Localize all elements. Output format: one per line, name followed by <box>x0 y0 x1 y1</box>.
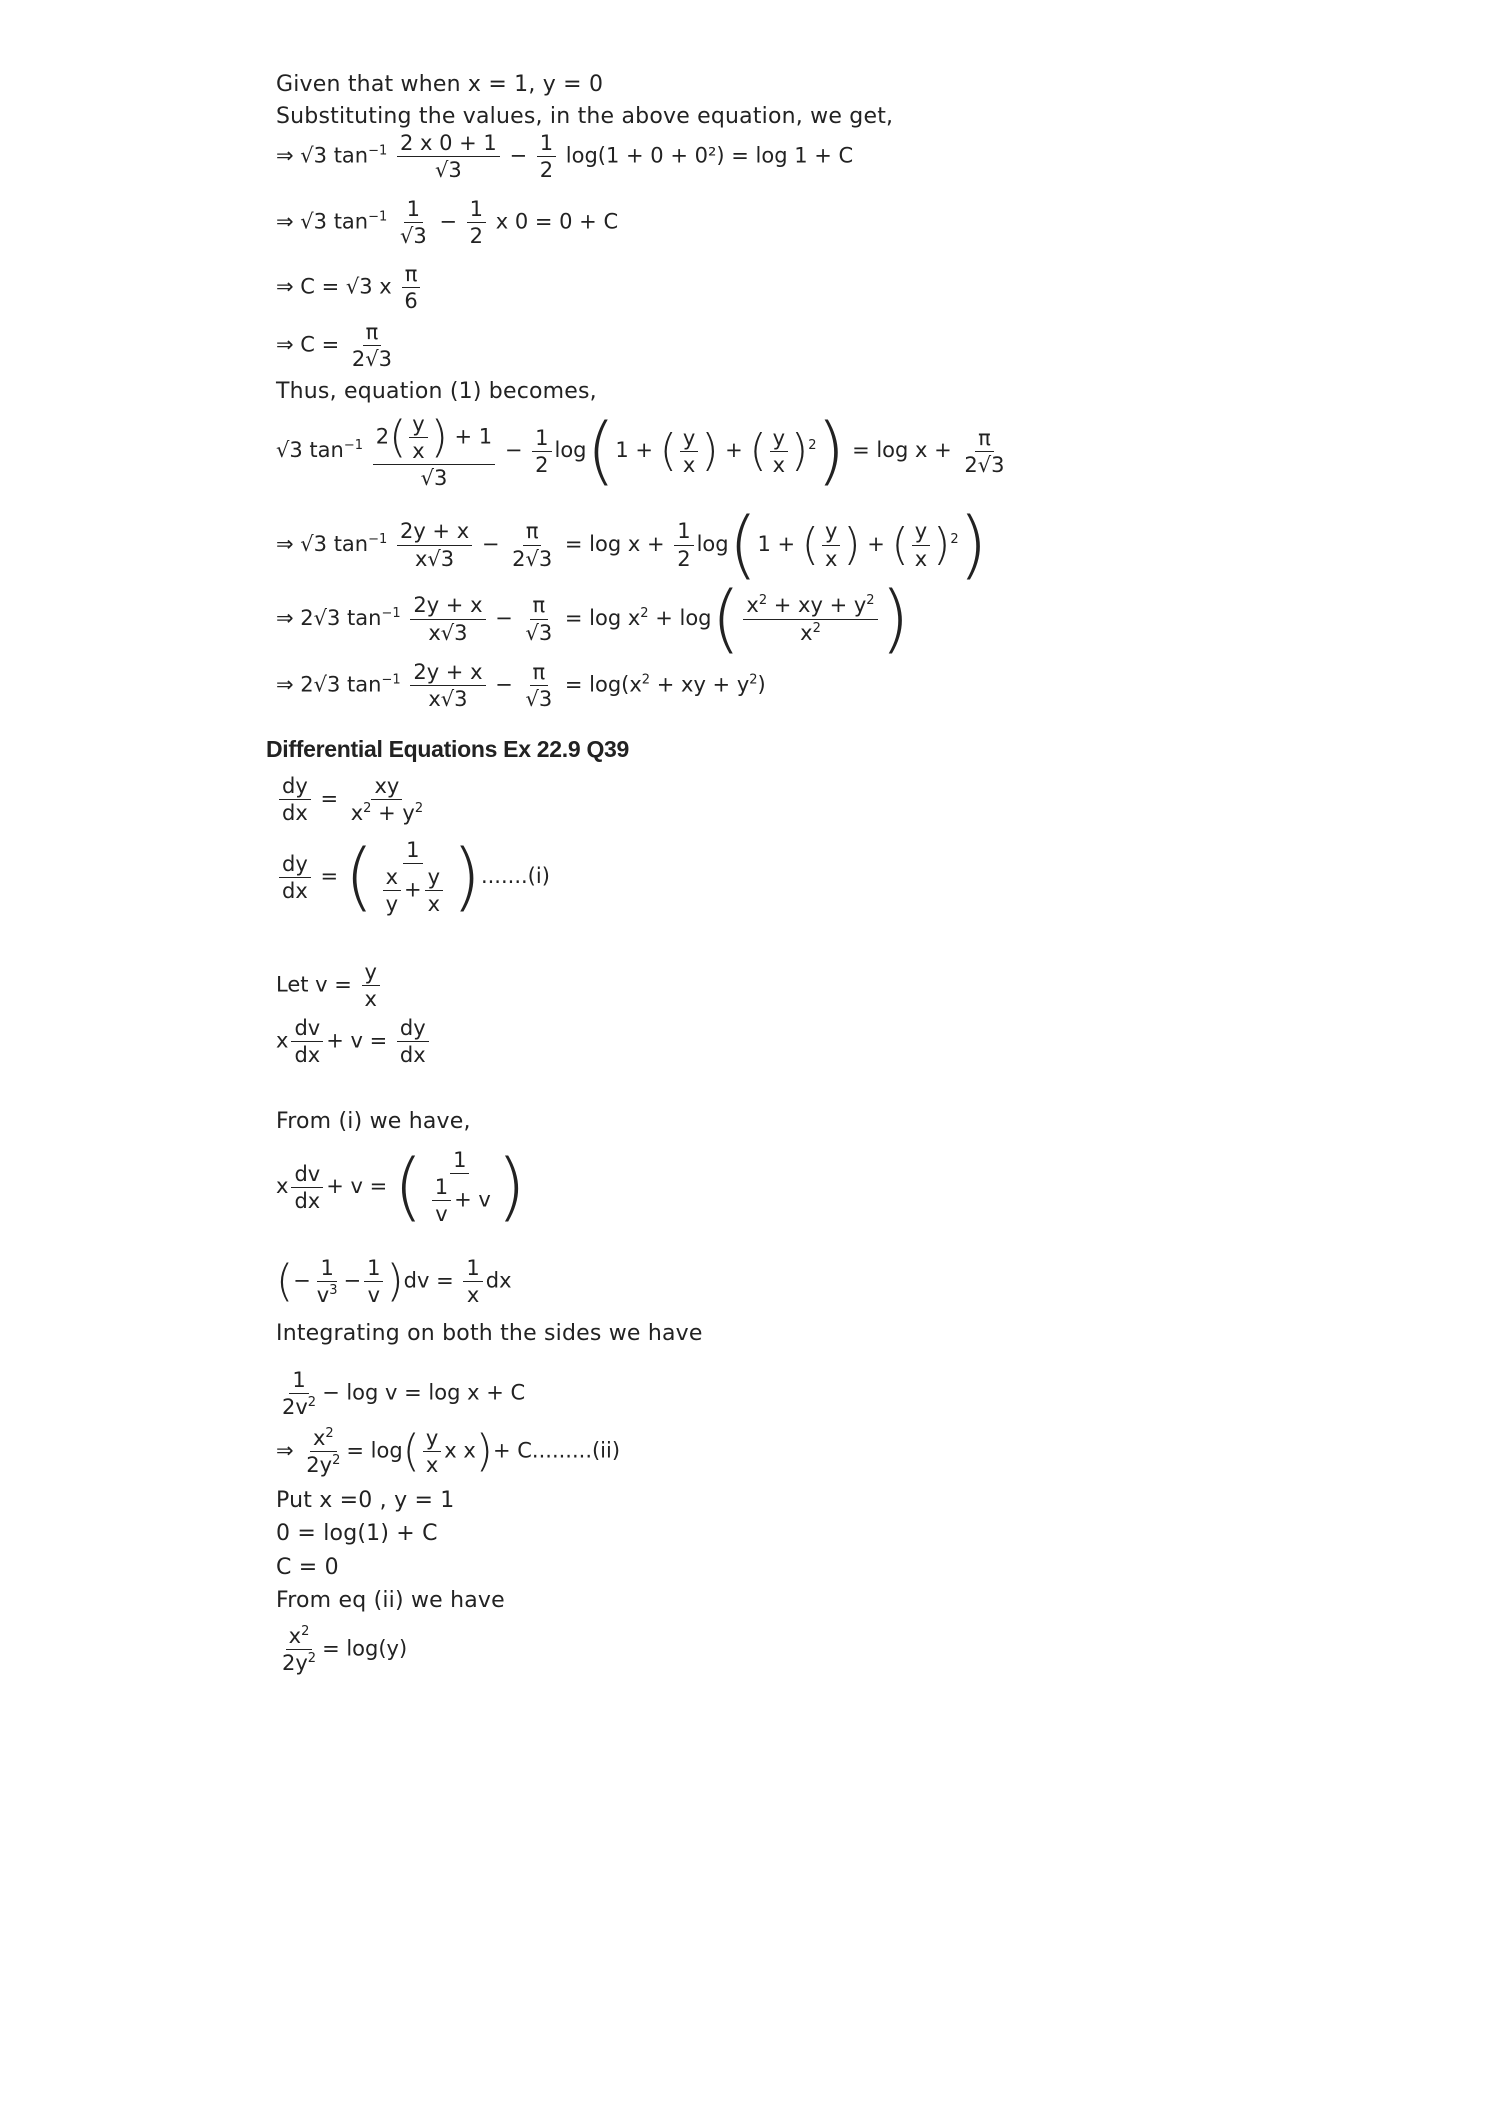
fraction-numerator: 2 x 0 + 1 <box>397 131 500 157</box>
from-ii-line: From eq (ii) we have <box>276 1588 505 1613</box>
given-line: Given that when x = 1, y = 0 <box>276 72 604 97</box>
put-line: Put x =0 , y = 1 <box>276 1488 455 1513</box>
q39-given-de: $\frac{dy}{dx}$ = $\frac{xy}{x^2 + y^2}$ <box>276 774 429 825</box>
equation-ii: ⇒ $\frac{x^2}{2y^2}$ = log( $\frac{y}{x}$ x x)+ C.........(ii) <box>276 1425 621 1478</box>
section-heading: Differential Equations Ex 22.9 Q39 <box>266 736 630 762</box>
equation-simplified: ⇒ √3 $\tan^{-1}$ $\frac{1}{√3}$ − $\frac{1}{2}$ x 0 = 0 + C <box>276 197 619 249</box>
c-equals: ⇒ C = <box>276 332 340 357</box>
integrated-equation: $\frac{1}{2v^2}$ − log v = log x + C <box>282 1368 526 1420</box>
equation-c-value: ⇒ C = √3 x $\frac{\pi}{6}$ <box>276 262 424 313</box>
fraction-denominator: √3 <box>435 158 462 183</box>
c-line: 0 = log(1) + C <box>276 1521 438 1546</box>
thus-line: Thus, equation (1) becomes, <box>276 379 597 404</box>
from-i-line: From (i) we have, <box>276 1109 471 1134</box>
equation-c-final: ⇒ C = $\frac{\pi}{2√3}$ <box>276 320 393 372</box>
c-zero-line: C = 0 <box>276 1555 339 1580</box>
equation-step-a: ⇒ √3 $\tan^{-1}$ $\frac{2y + x}{x√3}$ − $\frac{\pi}{2√3}$ = log x + $\frac{1}{2}$ log(1 + ( $\frac{y}{x}$ ) + ( $\frac{y}{x}$ )$^2$) <box>276 502 988 588</box>
substitution-derivative: x $\frac{dv}{dx}$ + v = $\frac{dy}{dx}$ <box>276 1016 432 1067</box>
equation-one-substituted: √3 $\tan^{-1}$ 2( $\frac{y}{x}$ ) + 1 √3 − $\frac{1}{2}$ log(1 + ( $\frac{y}{x}$ ) + ( $\frac{y}{x}$ )$^2$) = log x + $\frac{\pi}{2√3}$ <box>276 408 1005 495</box>
final-equation: $\frac{x^2}{2y^2}$ = log(y) <box>282 1624 408 1676</box>
equation-substitution: ⇒ √3 $\tan^{-1}$ $\frac{2 x 0 + 1}{√3}$ − $\frac{1}{2}$ log(1 + 0 + 0²) = log 1 + C <box>276 131 854 183</box>
equation-v-form: x $\frac{dv}{dx}$ + v = ( 1 $\frac{1}{v}$ + v ) <box>276 1144 526 1231</box>
implies-sqrt3-tan: ⇒ √3 tan <box>276 143 369 168</box>
equals-log-x: = log x + <box>852 438 952 463</box>
q39-equation-i: $\frac{dy}{dx}$ = ( 1 $\frac{x}{y}$ + $\frac{y}{x}$ ).......(i) <box>276 838 550 916</box>
integrating-line: Integrating on both the sides we have <box>276 1321 703 1346</box>
equation-rhs: log(1 + 0 + 0²) = log 1 + C <box>565 143 854 168</box>
equation-step-b: ⇒ 2√3 $\tan^{-1}$ $\frac{2y + x}{x√3}$ − $\frac{\pi}{√3}$ = $\log x^2 + \log$( $\frac{x^2 + xy + y^2}{x^2}$ ) <box>276 576 910 662</box>
substituting-line: Substituting the values, in the above equation, we get, <box>276 104 894 129</box>
let-v-line: Let v = $\frac{y}{x}$ <box>276 960 383 1011</box>
separated-variables: (− $\frac{1}{v^3}$ − $\frac{1}{v}$ )dv = $\frac{1}{x}$ dx <box>276 1255 512 1308</box>
equation-rhs-2: x 0 = 0 + C <box>495 209 619 234</box>
dots-ii: C.........(ii) <box>517 1438 621 1463</box>
equation-step-c: ⇒ 2√3 $\tan^{-1}$ $\frac{2y + x}{x√3}$ − $\frac{\pi}{√3}$ = $\log(x^2$ + xy + $y^2$) <box>276 660 766 712</box>
c-equals-sqrt3: ⇒ C = √3 x <box>276 274 392 299</box>
let-v-text: Let v = <box>276 972 352 997</box>
dots-i: .......(i) <box>480 864 550 889</box>
